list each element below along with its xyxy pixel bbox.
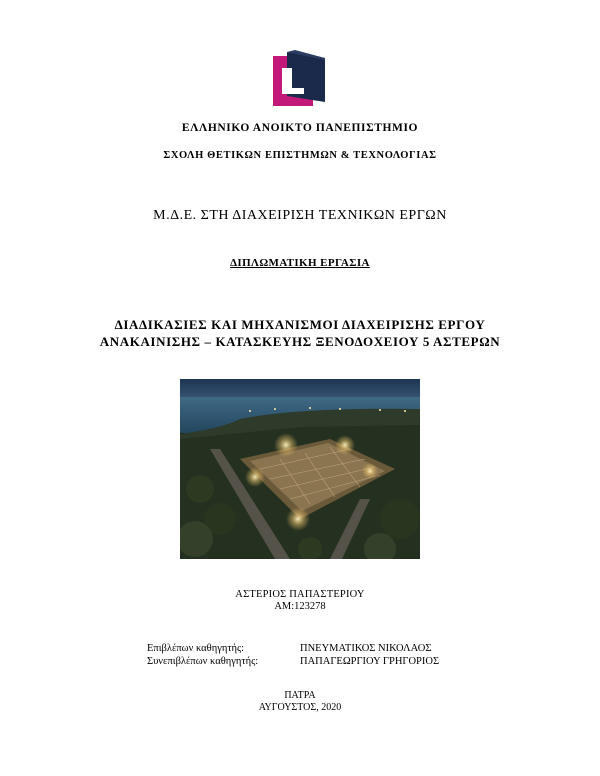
university-name: ΕΛΛΗΝΙΚΟ ΑΝΟΙΚΤΟ ΠΑΝΕΠΙΣΤΗΜΙΟ xyxy=(181,122,419,134)
program-name: Μ.Δ.Ε. ΣΤΗ ΔΙΑΧΕΙΡΙΣΗ ΤΕΧΝΙΚΩΝ ΕΡΓΩΝ xyxy=(153,208,447,223)
thesis-title-line-1: ΔΙΑΔΙΚΑΣΙΕΣ ΚΑΙ ΜΗΧΑΝΙΣΜΟΙ ΔΙΑΧΕΙΡΙΣΗΣ ΕΡΓΟΥ xyxy=(114,317,486,332)
cosupervisor-name: ΠΑΠΑΓΕΩΡΓΙΟΥ ΓΡΗΓΟΡΙΟΣ xyxy=(300,656,440,667)
student-id: ΑΜ:123278 xyxy=(274,601,326,612)
cover-photo xyxy=(180,379,420,559)
cosupervisor-label: Συνεπιβλέπων καθηγητής: xyxy=(147,656,259,667)
supervisor-name: ΠΝΕΥΜΑΤΙΚΟΣ ΝΙΚΟΛΑΟΣ xyxy=(300,643,432,654)
supervisor-label: Επιβλέπων καθηγητής: xyxy=(147,643,245,654)
thesis-type: ΔΙΠΛΩΜΑΤΙΚΗ ΕΡΓΑΣΙΑ xyxy=(230,257,370,269)
author-name: ΑΣΤΕΡΙΟΣ ΠΑΠΑΣΤΕΡΙΟΥ xyxy=(235,589,365,600)
city: ΠΑΤΡΑ xyxy=(284,690,316,701)
thesis-title-line-2: ΑΝΑΚΑΙΝΙΣΗΣ – ΚΑΤΑΣΚΕΥΗΣ ΞΕΝΟΔΟΧΕΙΟΥ 5 ΑΣΤΕΡΩΝ xyxy=(99,334,501,349)
university-logo xyxy=(273,50,327,108)
school-name: ΣΧΟΛΗ ΘΕΤΙΚΩΝ ΕΠΙΣΤΗΜΩΝ & ΤΕΧΝΟΛΟΓΙΑΣ xyxy=(163,150,437,161)
date: ΑΥΓΟΥΣΤΟΣ, 2020 xyxy=(258,702,342,713)
